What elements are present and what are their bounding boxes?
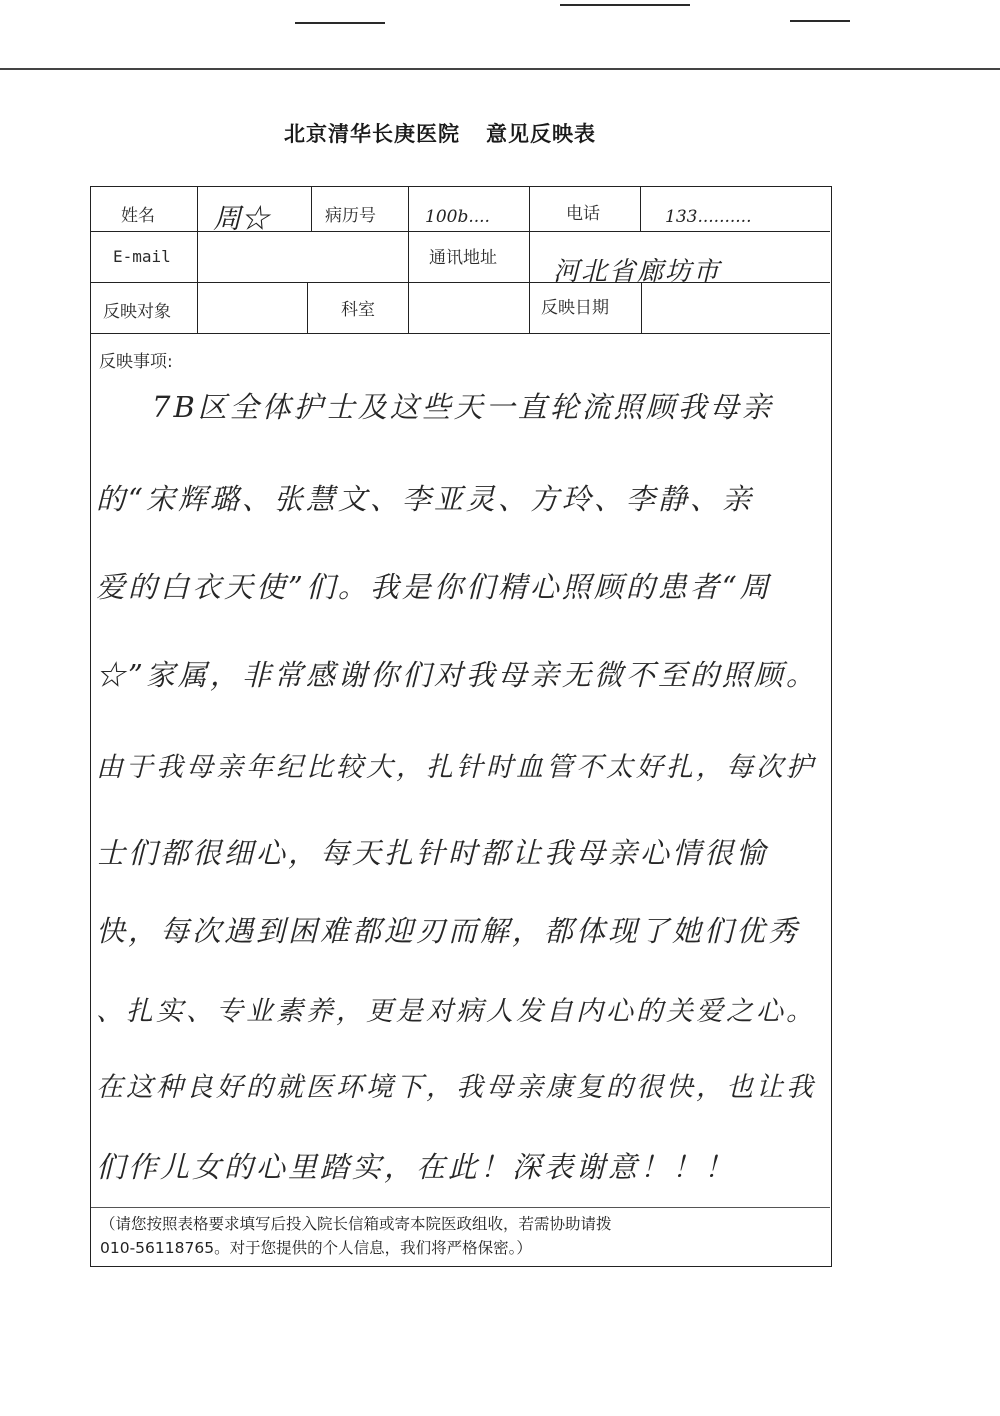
matters-line: 快，每次遇到困难都迎刃而解，都体现了她们优秀 xyxy=(96,914,801,948)
grid-line xyxy=(307,282,308,333)
matters-line: 、扎实、专业素养，更是对病人发自内心的关爱之心。 xyxy=(96,996,816,1027)
grid-line xyxy=(91,333,830,334)
matters-line: 在这种良好的就医环境下，我母亲康复的很快，也让我 xyxy=(96,1072,816,1103)
dept-label: 科室 xyxy=(341,300,375,320)
form-title xyxy=(0,118,880,148)
grid-line xyxy=(641,282,642,333)
scan-artifact-mark xyxy=(295,22,385,24)
footer-note xyxy=(100,1212,830,1260)
record-label: 病历号 xyxy=(325,206,376,226)
grid-line xyxy=(408,187,409,333)
phone-value: 133.......... xyxy=(665,207,752,227)
date-label: 反映日期 xyxy=(541,298,609,318)
name-value: 周☆ xyxy=(213,202,270,235)
grid-line xyxy=(311,187,312,231)
address-label: 通讯地址 xyxy=(429,248,497,268)
matters-line: 7B区全体护士及这些天一直轮流照顾我母亲 xyxy=(152,390,774,424)
form-name: 意见反映表 xyxy=(486,122,596,146)
matters-label: 反映事项: xyxy=(99,352,173,372)
hospital-name: 北京清华长庚医院 xyxy=(284,122,460,146)
feedback-form xyxy=(90,186,832,1267)
matters-line: 爱的白衣天使”们。我是你们精心照顾的患者“周 xyxy=(96,570,772,604)
grid-line xyxy=(640,187,641,231)
record-value: 100b.... xyxy=(425,207,490,227)
matters-line: ☆”家属，非常感谢你们对我母亲无微不至的照顾。 xyxy=(96,658,818,692)
name-label: 姓名 xyxy=(121,206,155,226)
scan-artifact-mark xyxy=(790,20,850,22)
grid-line xyxy=(529,187,530,333)
matters-line: 由于我母亲年纪比较大，扎针时血管不太好扎，每次护 xyxy=(96,752,816,783)
scan-artifact-mark xyxy=(560,4,690,6)
phone-label: 电话 xyxy=(566,204,600,224)
footer-line-1: （请您按照表格要求填写后投入院长信箱或寄本院医政组收，若需协助请拨 xyxy=(100,1215,612,1233)
target-label: 反映对象 xyxy=(103,302,171,322)
address-value: 河北省廊坊市 xyxy=(553,257,722,287)
matters-line: 士们都很细心，每天扎针时都让我母亲心情很愉 xyxy=(96,836,769,870)
matters-line: 们作儿女的心里踏实，在此！深表谢意！！！ xyxy=(96,1150,737,1184)
email-label: E-mail xyxy=(113,247,171,266)
grid-line xyxy=(91,1207,830,1208)
footer-line-2: 010-56118765。对于您提供的个人信息，我们将严格保密。） xyxy=(100,1239,532,1257)
grid-line xyxy=(197,187,198,333)
grid-line xyxy=(91,231,830,232)
scan-artifact-top xyxy=(0,68,1000,70)
matters-line: 的“宋辉璐、张慧文、李亚灵、方玲、李静、亲 xyxy=(96,482,754,516)
